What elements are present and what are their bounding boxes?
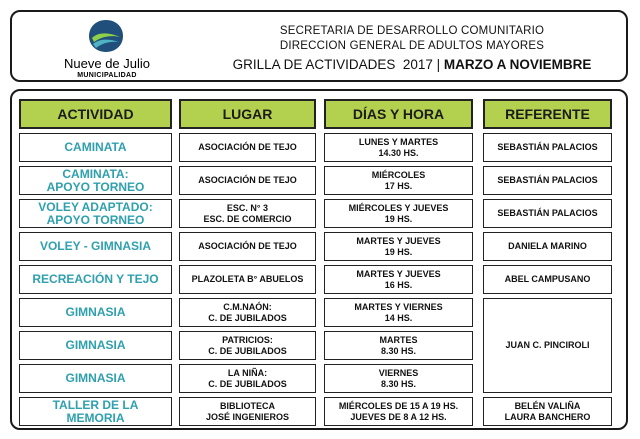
header-line-3-bold: MARZO A NOVIEMBRE <box>443 57 592 72</box>
lugar-cell-5-text: C.M.NAÓN: C. DE JUBILADOS <box>208 301 287 323</box>
lugar-cell-3 <box>179 232 316 261</box>
lugar-cell-6 <box>179 331 316 360</box>
actividad-cell-1 <box>19 166 172 195</box>
logo-emblem-icon <box>86 18 126 56</box>
referente-cell-1-text: SEBASTIÁN PALACIOS <box>497 175 598 185</box>
dias-cell-3 <box>324 232 473 261</box>
dias-cell-8-text: MIÉRCOLES DE 15 A 19 HS. JUEVES DE 8 A 12 HS. <box>338 400 459 422</box>
referente-cell-3 <box>483 232 612 261</box>
referente-cell-0 <box>483 133 612 162</box>
dias-cell-1 <box>324 166 473 195</box>
municipality-logo <box>52 18 162 80</box>
dias-cell-5 <box>324 298 473 327</box>
actividad-cell-0 <box>19 133 172 162</box>
referente-cell-8 <box>483 397 612 426</box>
actividad-cell-8 <box>19 397 172 426</box>
dias-cell-4 <box>324 265 473 294</box>
actividad-cell-5 <box>19 298 172 327</box>
lugar-cell-8 <box>179 397 316 426</box>
referente-cell-8-text: BELÉN VALIÑA LAURA BANCHERO <box>504 400 591 422</box>
dias-cell-7-text: VIERNES 8.30 HS. <box>378 367 419 389</box>
dias-cell-5-text: MARTES Y VIERNES 14 HS. <box>354 301 443 323</box>
column-referente <box>483 99 612 426</box>
lugar-cell-1 <box>179 166 316 195</box>
actividad-cell-5-text: GIMNASIA <box>65 305 126 319</box>
header-line-2: DIRECCION GENERAL DE ADULTOS MAYORES <box>279 40 545 52</box>
actividad-cell-6 <box>19 331 172 360</box>
header-box <box>10 10 628 82</box>
lugar-cell-7 <box>179 364 316 393</box>
referente-cell-0-text: SEBASTIÁN PALACIOS <box>497 142 598 152</box>
header-dias-y-hora: DÍAS Y HORA <box>324 99 473 129</box>
dias-cell-0-text: LUNES Y MARTES 14.30 HS. <box>358 136 439 158</box>
dias-cell-6-text: MARTES 8.30 HS. <box>379 334 418 356</box>
referente-cell-merged-text: JUAN C. PINCIROLI <box>505 340 590 350</box>
lugar-cell-1-text: ASOCIACIÓN DE TEJO <box>198 175 297 185</box>
referente-cell-1 <box>483 166 612 195</box>
lugar-cell-8-text: BIBLIOTECA JOSÉ INGENIEROS <box>205 400 290 422</box>
logo-subtitle: MUNICIPALIDAD <box>77 72 137 79</box>
referente-cell-4 <box>483 265 612 294</box>
actividad-cell-8-text: TALLER DE LA MEMORIA <box>52 397 139 425</box>
header-actividad: ACTIVIDAD <box>19 99 172 129</box>
dias-cell-8 <box>324 397 473 426</box>
lugar-cell-0-text: ASOCIACIÓN DE TEJO <box>198 142 297 152</box>
lugar-cell-6-text: PATRICIOS: C. DE JUBILADOS <box>208 334 287 356</box>
dias-cell-2-text: MIÉRCOLES Y JUEVES 19 HS. <box>348 202 449 224</box>
lugar-cell-4 <box>179 265 316 294</box>
header-line-1: SECRETARIA DE DESARROLLO COMUNITARIO <box>279 25 545 37</box>
actividad-cell-0-text: CAMINATA <box>64 140 127 154</box>
column-dias-y-hora <box>324 99 473 426</box>
header-lugar: LUGAR <box>179 99 316 129</box>
header-line-3-prefix: GRILLA DE ACTIVIDADES 2017 | <box>232 57 444 72</box>
actividad-cell-3 <box>19 232 172 261</box>
lugar-cell-7-text: LA NIÑA: C. DE JUBILADOS <box>208 367 287 389</box>
lugar-cell-4-text: PLAZOLETA B° ABUELOS <box>191 274 304 284</box>
referente-cell-4-text: ABEL CAMPUSANO <box>504 274 591 284</box>
lugar-cell-0 <box>179 133 316 162</box>
actividad-cell-7 <box>19 364 172 393</box>
logo-name: Nueve de Julio <box>64 56 150 71</box>
dias-cell-0 <box>324 133 473 162</box>
header-line-3 <box>212 56 612 74</box>
referente-cell-merged <box>483 298 612 393</box>
dias-cell-2 <box>324 199 473 228</box>
referente-cell-2 <box>483 199 612 228</box>
header-text <box>212 24 612 74</box>
header-referente: REFERENTE <box>483 99 612 129</box>
actividad-cell-1-text: CAMINATA: APOYO TORNEO <box>46 166 145 194</box>
actividad-cell-4 <box>19 265 172 294</box>
lugar-cell-3-text: ASOCIACIÓN DE TEJO <box>198 241 297 251</box>
lugar-cell-5 <box>179 298 316 327</box>
actividad-cell-2-text: VOLEY ADAPTADO: APOYO TORNEO <box>38 199 153 227</box>
actividad-cell-3-text: VOLEY - GIMNASIA <box>39 239 152 253</box>
actividad-cell-6-text: GIMNASIA <box>65 338 126 352</box>
dias-cell-6 <box>324 331 473 360</box>
lugar-cell-2 <box>179 199 316 228</box>
dias-cell-7 <box>324 364 473 393</box>
referente-cell-3-text: DANIELA MARINO <box>508 241 587 251</box>
activities-grid <box>10 89 628 430</box>
dias-cell-1-text: MIÉRCOLES 17 HS. <box>371 169 426 191</box>
actividad-cell-7-text: GIMNASIA <box>65 371 126 385</box>
referente-cell-2-text: SEBASTIÁN PALACIOS <box>497 208 598 218</box>
dias-cell-4-text: MARTES Y JUEVES 16 HS. <box>356 268 441 290</box>
lugar-cell-2-text: ESC. N° 3 ESC. DE COMERCIO <box>203 202 292 224</box>
actividad-cell-4-text: RECREACIÓN Y TEJO <box>32 272 159 286</box>
actividad-cell-2 <box>19 199 172 228</box>
column-lugar <box>179 99 316 426</box>
column-actividad <box>19 99 172 426</box>
dias-cell-3-text: MARTES Y JUEVES 19 HS. <box>356 235 441 257</box>
